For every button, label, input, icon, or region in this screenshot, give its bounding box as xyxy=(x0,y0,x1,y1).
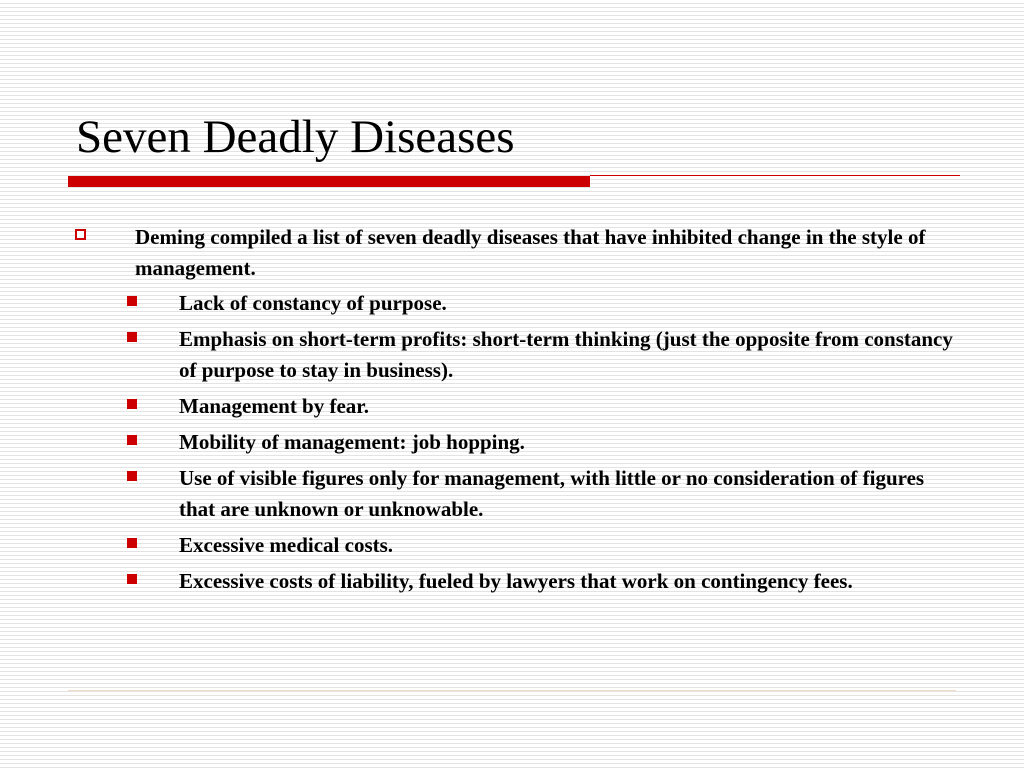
intro-text: Deming compiled a list of seven deadly diseases that have inhibited change in the style of management. xyxy=(135,225,926,280)
filled-square-bullet-icon xyxy=(127,332,137,342)
filled-square-bullet-icon xyxy=(127,471,137,481)
list-item xyxy=(72,324,962,386)
list-item xyxy=(72,530,962,561)
slide-title: Seven Deadly Diseases xyxy=(76,111,515,163)
list-item xyxy=(72,566,962,597)
list-item-text: Mobility of management: job hopping. xyxy=(179,430,525,454)
list-item-text: Excessive medical costs. xyxy=(179,533,394,557)
list-item xyxy=(72,391,962,422)
title-underline-thick xyxy=(68,176,590,187)
filled-square-bullet-icon xyxy=(127,538,137,548)
hollow-square-bullet-icon xyxy=(75,229,86,240)
intro-bullet xyxy=(72,222,962,284)
slide-content xyxy=(72,222,962,602)
list-item-text: Excessive costs of liability, fueled by lawyers that work on contingency fees. xyxy=(179,569,853,593)
filled-square-bullet-icon xyxy=(127,435,137,445)
filled-square-bullet-icon xyxy=(127,296,137,306)
list-item xyxy=(72,427,962,458)
list-item xyxy=(72,463,962,525)
footer-divider xyxy=(68,690,956,691)
list-item-text: Use of visible figures only for management, with little or no consideration of figures that are unknown or unknowable. xyxy=(179,466,925,521)
list-item-text: Management by fear. xyxy=(179,394,369,418)
filled-square-bullet-icon xyxy=(127,399,137,409)
list-item xyxy=(72,288,962,319)
list-item-text: Lack of constancy of purpose. xyxy=(179,291,447,315)
title-underline-thin xyxy=(590,175,960,176)
disease-list xyxy=(72,288,962,597)
filled-square-bullet-icon xyxy=(127,574,137,584)
list-item-text: Emphasis on short-term profits: short-term thinking (just the opposite from constancy of purpose to stay in business). xyxy=(179,327,953,382)
